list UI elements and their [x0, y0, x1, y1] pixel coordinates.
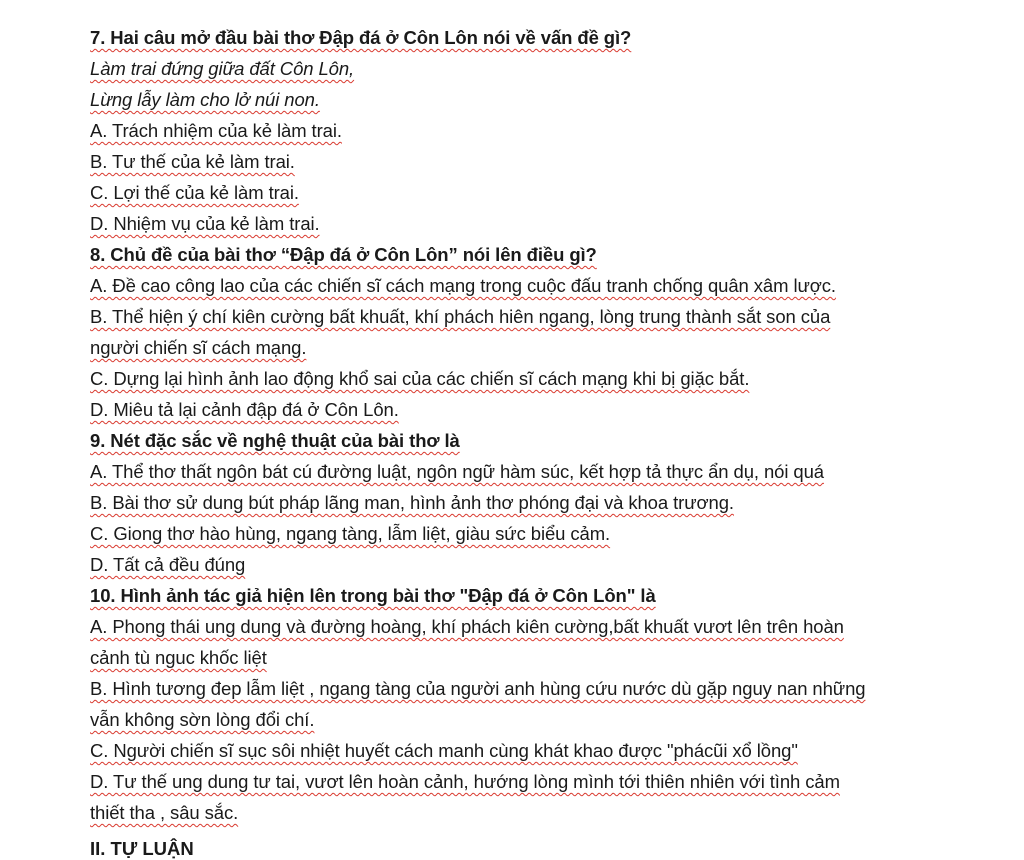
q7-option-c: C. Lợi thế của kẻ làm trai.	[90, 182, 299, 203]
q10-option-d: D. Tư thế ung dung tư tai, vươt lên hoàn cảnh, hướng lòng mình tới thiên nhiên với tình cảm	[90, 771, 840, 792]
q9-option-c: C. Giong thơ hào hùng, ngang tàng, lẫm liệt, giàu sức biểu cảm.	[90, 523, 611, 544]
q8-option-b: B. Thể hiện ý chí kiên cường bất khuất, khí phách hiên ngang, lòng trung thành sắt son của	[90, 306, 831, 327]
quote-line-1: Làm trai đứng giữa đất Côn Lôn,	[90, 58, 355, 79]
q8-option-d: D. Miêu tả lại cảnh đập đá ở Côn Lôn.	[90, 399, 399, 420]
q8-option-b-continued: người chiến sĩ cách mạng.	[90, 337, 307, 358]
question-10: 10. Hình ảnh tác giả hiện lên trong bài thơ "Đập đá ở Côn Lôn" là	[90, 585, 656, 606]
q10-option-a: A. Phong thái ung dung và đường hoàng, khí phách kiên cường,bất khuất vươt lên trên hoàn	[90, 616, 844, 637]
q7-option-b: B. Tư thế của kẻ làm trai.	[90, 151, 295, 172]
next-section-heading-cut: II. TỰ LUẬN	[90, 838, 194, 859]
q8-option-a: A. Đề cao công lao của các chiến sĩ cách mạng trong cuộc đấu tranh chống quân xâm lược.	[90, 275, 836, 296]
question-9: 9. Nét đặc sắc về nghệ thuật của bài thơ là	[90, 430, 460, 451]
q9-option-d: D. Tất cả đều đúng	[90, 554, 246, 575]
document-page	[90, 22, 990, 828]
q8-option-c: C. Dựng lại hình ảnh lao động khổ sai của các chiến sĩ cách mạng khi bị giặc bắt.	[90, 368, 750, 389]
q10-option-d-continued: thiết tha , sâu sắc.	[90, 802, 239, 823]
question-8: 8. Chủ đề của bài thơ “Đập đá ở Côn Lôn” nói lên điều gì?	[90, 244, 597, 265]
q10-option-b-continued: vẫn không sờn lòng đổi chí.	[90, 709, 315, 730]
q10-option-b: B. Hình tương đep lẫm liệt , ngang tàng của người anh hùng cứu nước dù gặp nguy nan những	[90, 678, 866, 699]
q9-option-a: A. Thể thơ thất ngôn bát cú đường luật, ngôn ngữ hàm súc, kết hợp tả thực ẩn dụ, nói quá	[90, 461, 824, 482]
question-7: 7. Hai câu mở đầu bài thơ Đập đá ở Côn Lôn nói về vấn đề gì?	[90, 27, 632, 48]
q9-option-b: B. Bài thơ sử dung bút pháp lãng man, hình ảnh thơ phóng đại và khoa trương.	[90, 492, 734, 513]
q7-option-a: A. Trách nhiệm của kẻ làm trai.	[90, 120, 342, 141]
q7-option-d: D. Nhiệm vụ của kẻ làm trai.	[90, 213, 320, 234]
q10-option-c: C. Người chiến sĩ sục sôi nhiệt huyết cách manh cùng khát khao được "phácũi xổ lồng"	[90, 740, 798, 761]
q10-option-a-continued: cảnh tù nguc khốc liệt	[90, 647, 267, 668]
quote-line-2: Lừng lẫy làm cho lở núi non.	[90, 89, 320, 110]
